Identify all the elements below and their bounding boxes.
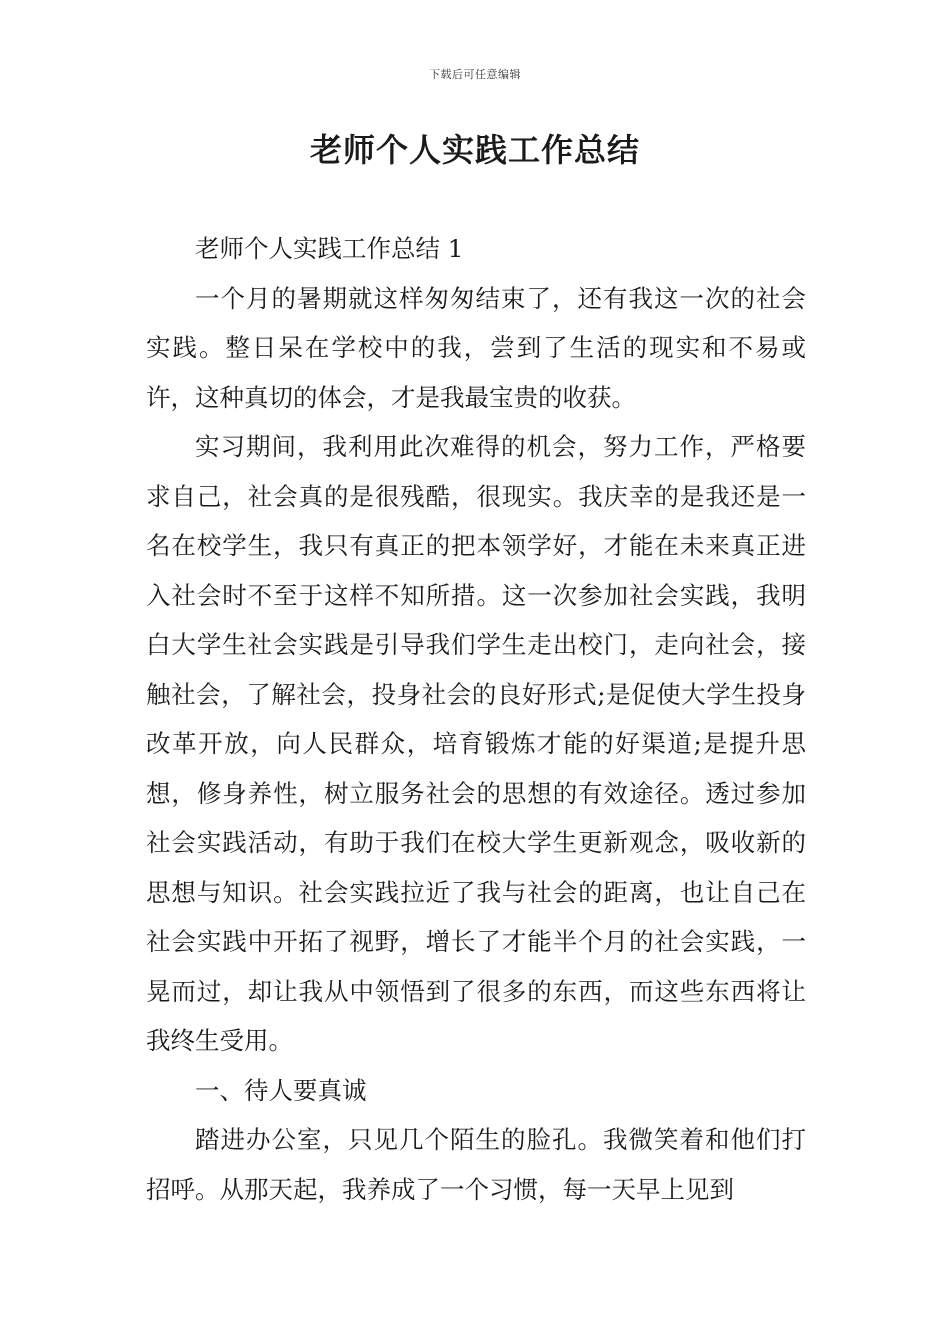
- paragraph-3: 踏进办公室，只见几个陌生的脸孔。我微笑着和他们打招呼。从那天起，我养成了一个习惯，每一天早上见到: [146, 1125, 806, 1204]
- section-heading-1: 老师个人实践工作总结 1: [195, 234, 464, 263]
- paragraph-1: 一个月的暑期就这样匆匆结束了，还有我这一次的社会实践。整日呆在学校中的我，尝到了生活的现实和不易或许，这种真切的体会，才是我最宝贵的收获。: [146, 283, 806, 412]
- subheading-treat-people-sincerely: 一、待人要真诚: [195, 1075, 367, 1105]
- document-body: [146, 224, 806, 1214]
- paragraph-2: 实习期间，我利用此次难得的机会，努力工作，严格要求自己，社会真的是很残酷，很现实。我庆幸的是我还是一名在校学生，我只有真正的把本领学好，才能在未来真正进入社会时不至于这样不知所措。这一次参加社会实践，我明白大学生社会实践是引导我们学生走出校门，走向社会，接触社会，了解社会，投身社会的良好形式;是促使大学生投身改革开放，向人民群众，培育锻炼才能的好渠道;是提升思想，修身养性，树立服务社会的思想的有效途径。透过参加社会实践活动，有助于我们在校大学生更新观念，吸收新的思想与知识。社会实践拉近了我与社会的距离，也让自己在社会实践中开拓了视野，增长了才能半个月的社会实践，一晃而过，却让我从中领悟到了很多的东西，而这些东西将让我终生受用。: [146, 432, 806, 1055]
- header-note: 下载后可任意编辑: [429, 68, 521, 81]
- document-title: 老师个人实践工作总结: [309, 131, 640, 169]
